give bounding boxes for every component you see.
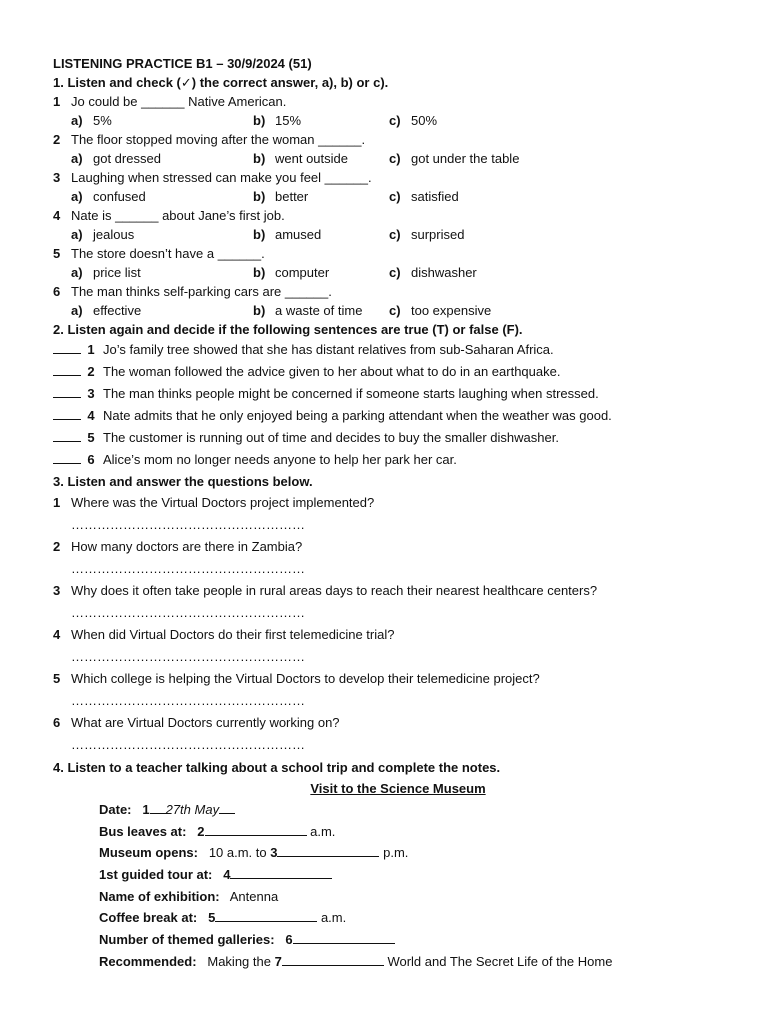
question-number: 1: [53, 94, 61, 109]
blank-line: [150, 801, 166, 814]
note-exhibition: [99, 886, 743, 908]
option-a[interactable]: [71, 263, 141, 282]
tf-answer-blank[interactable]: [53, 407, 81, 420]
note-recommended: [99, 951, 743, 973]
question-text: Nate is ______ about Jane’s first job.: [71, 208, 285, 223]
answer-blank-7[interactable]: [282, 953, 384, 966]
option-letter: a): [71, 189, 83, 204]
option-text: 5%: [93, 113, 112, 128]
note-date: [99, 799, 743, 821]
option-c[interactable]: [389, 111, 437, 130]
answer-dotted-line[interactable]: ………………………………………………: [71, 649, 305, 664]
tf-answer-blank[interactable]: [53, 451, 81, 464]
question-number: 5: [53, 246, 61, 261]
question-number: 2: [53, 132, 61, 147]
tf-statement: [53, 449, 743, 471]
answer-dotted-line[interactable]: ………………………………………………: [71, 561, 305, 576]
question-number: 3: [53, 170, 61, 185]
option-text: amused: [275, 227, 322, 242]
question-number: 3: [53, 583, 61, 598]
option-a[interactable]: [71, 301, 141, 320]
statement-text: Alice’s mom no longer needs anyone to help her park her car.: [103, 452, 457, 467]
mc-options: [53, 301, 743, 320]
option-text: got under the table: [411, 151, 520, 166]
option-text: price list: [93, 265, 141, 280]
option-text: jealous: [93, 227, 135, 242]
option-letter: a): [71, 303, 83, 318]
note-tour-label: 1st guided tour at:: [99, 867, 213, 883]
option-a[interactable]: [71, 149, 161, 168]
part1-list: [53, 92, 743, 320]
note-museum-label: Museum opens:: [99, 845, 198, 861]
note-recommended-before: Making the: [207, 953, 271, 969]
question-text: The store doesn’t have a ______.: [71, 246, 265, 261]
part3-instruction: 3. Listen and answer the questions below.: [53, 474, 313, 489]
question-number: 4: [53, 208, 61, 223]
note-bus: [99, 821, 743, 843]
note-recommended-num: 7: [274, 953, 282, 969]
note-date-num: 1: [142, 802, 150, 817]
question-text: Which college is helping the Virtual Doctors to develop their telemedicine project?: [71, 671, 540, 686]
answer-dotted-line[interactable]: ………………………………………………: [71, 517, 305, 532]
open-question: [53, 580, 743, 602]
part2-instruction: 2. Listen again and decide if the following sentences are true (T) or false (F).: [53, 322, 523, 337]
note-bus-label: Bus leaves at:: [99, 823, 187, 839]
option-text: 50%: [411, 113, 438, 128]
option-letter: c): [389, 303, 401, 318]
mc-question: [53, 130, 743, 149]
option-b[interactable]: [253, 301, 362, 320]
statement-number: 3: [87, 386, 95, 401]
mc-question: [53, 92, 743, 111]
question-text: Where was the Virtual Doctors project implemented?: [71, 495, 375, 510]
option-letter: a): [71, 265, 83, 280]
question-text: Why does it often take people in rural areas days to reach their nearest healthcare centers?: [71, 583, 598, 598]
question-number: 6: [53, 715, 61, 730]
part2-list: [53, 339, 743, 471]
option-letter: b): [253, 189, 266, 204]
page-title: LISTENING PRACTICE B1 – 30/9/2024 (51): [53, 56, 312, 71]
mc-options: [53, 149, 743, 168]
option-b[interactable]: [253, 111, 301, 130]
note-recommended-after: World and The Secret Life of the Home: [387, 953, 613, 969]
option-text: went outside: [275, 151, 348, 166]
note-bus-unit: a.m.: [310, 823, 336, 839]
statement-text: Jo’s family tree showed that she has distant relatives from sub-Saharan Africa.: [103, 342, 554, 357]
option-letter: c): [389, 265, 401, 280]
option-c[interactable]: [389, 187, 459, 206]
option-letter: b): [253, 303, 266, 318]
note-coffee-unit: a.m.: [320, 910, 347, 926]
option-letter: c): [389, 113, 401, 128]
option-letter: a): [71, 151, 83, 166]
mc-question: [53, 244, 743, 263]
note-recommended-label: Recommended:: [99, 953, 197, 969]
option-c[interactable]: [389, 149, 519, 168]
option-b[interactable]: [253, 263, 329, 282]
option-text: dishwasher: [411, 265, 477, 280]
option-text: satisfied: [411, 189, 459, 204]
tf-answer-blank[interactable]: [53, 341, 81, 354]
question-text: Jo could be ______ Native American.: [71, 94, 287, 109]
option-letter: c): [389, 189, 401, 204]
option-text: too expensive: [411, 303, 492, 318]
tf-statement: [53, 339, 743, 361]
part4-instruction: 4. Listen to a teacher talking about a school trip and complete the notes.: [53, 760, 501, 775]
statement-text: Nate admits that he only enjoyed being a parking attendant when the weather was good.: [103, 408, 612, 423]
option-a[interactable]: [71, 225, 134, 244]
note-date-label: Date:: [99, 802, 132, 817]
option-a[interactable]: [71, 187, 146, 206]
question-text: The floor stopped moving after the woman ______.: [71, 132, 366, 147]
note-coffee-num: 5: [208, 910, 216, 926]
note-exhibition-label: Name of exhibition:: [99, 888, 220, 904]
tf-answer-blank[interactable]: [53, 363, 81, 376]
question-number: 6: [53, 284, 61, 299]
question-text: The man thinks self-parking cars are ______.: [71, 284, 332, 299]
mc-question: [53, 168, 743, 187]
note-museum-num: 3: [270, 845, 278, 861]
option-text: better: [275, 189, 309, 204]
tf-statement: [53, 405, 743, 427]
mc-options: [53, 111, 743, 130]
answer-blank-3[interactable]: [277, 844, 379, 857]
option-c[interactable]: [389, 263, 477, 282]
option-text: effective: [93, 303, 142, 318]
option-text: a waste of time: [275, 303, 363, 318]
option-c[interactable]: [389, 225, 464, 244]
option-b[interactable]: [253, 149, 348, 168]
question-text: What are Virtual Doctors currently working on?: [71, 715, 340, 730]
mc-question: [53, 206, 743, 225]
statement-number: 4: [87, 408, 95, 423]
note-exhibition-value: Antenna: [229, 888, 279, 904]
blank-line: [219, 801, 235, 814]
statement-number: 5: [87, 430, 95, 445]
note-coffee: [99, 907, 743, 929]
worksheet: [53, 54, 743, 973]
note-galleries-label: Number of themed galleries:: [99, 932, 275, 948]
option-letter: b): [253, 227, 266, 242]
answer-blank-5[interactable]: [215, 909, 317, 922]
note-galleries: [99, 929, 743, 951]
option-text: got dressed: [93, 151, 161, 166]
notes-block: [53, 799, 743, 973]
option-letter: b): [253, 265, 266, 280]
option-letter: a): [71, 227, 83, 242]
mc-question: [53, 282, 743, 301]
question-text: Laughing when stressed can make you feel ______.: [71, 170, 372, 185]
option-text: 15%: [275, 113, 302, 128]
question-number: 2: [53, 539, 61, 554]
statement-number: 2: [87, 364, 95, 379]
statement-number: 6: [87, 452, 95, 467]
statement-text: The woman followed the advice given to her about what to do in an earthquake.: [103, 364, 561, 379]
option-a[interactable]: [71, 111, 112, 130]
option-letter: c): [389, 227, 401, 242]
open-question: [53, 536, 743, 558]
note-museum: [99, 842, 743, 864]
mc-options: [53, 263, 743, 282]
tf-statement: [53, 427, 743, 449]
note-bus-num: 2: [197, 823, 205, 839]
option-letter: b): [253, 151, 266, 166]
question-number: 1: [53, 495, 61, 510]
option-c[interactable]: [389, 301, 491, 320]
option-letter: a): [71, 113, 83, 128]
note-tour-num: 4: [223, 867, 231, 883]
mc-options: [53, 225, 743, 244]
option-text: confused: [93, 189, 146, 204]
option-letter: c): [389, 151, 401, 166]
statement-text: The customer is running out of time and decides to buy the smaller dishwasher.: [103, 430, 559, 445]
question-text: When did Virtual Doctors do their first telemedicine trial?: [71, 627, 395, 642]
option-text: surprised: [411, 227, 465, 242]
note-museum-unit: p.m.: [383, 845, 409, 861]
statement-number: 1: [87, 342, 95, 357]
tf-statement: [53, 383, 743, 405]
answer-blank-6[interactable]: [293, 931, 395, 944]
statement-text: The man thinks people might be concerned if someone starts laughing when stressed.: [103, 386, 599, 401]
open-question: [53, 492, 743, 514]
question-number: 4: [53, 627, 61, 642]
option-b[interactable]: [253, 225, 321, 244]
open-question: [53, 712, 743, 734]
question-number: 5: [53, 671, 61, 686]
answer-dotted-line[interactable]: ………………………………………………: [71, 693, 305, 708]
notes-title-text: Visit to the Science Museum: [310, 781, 486, 796]
question-text: How many doctors are there in Zambia?: [71, 539, 303, 554]
open-question: [53, 668, 743, 690]
note-coffee-label: Coffee break at:: [99, 910, 198, 926]
tf-answer-blank[interactable]: [53, 385, 81, 398]
answer-blank-2[interactable]: [205, 823, 307, 836]
answer-dotted-line[interactable]: ………………………………………………: [71, 605, 305, 620]
open-question: [53, 624, 743, 646]
tf-answer-blank[interactable]: [53, 429, 81, 442]
note-date-value: 27th May: [165, 802, 220, 817]
option-text: computer: [275, 265, 330, 280]
option-b[interactable]: [253, 187, 308, 206]
note-museum-before: 10 a.m. to: [208, 845, 267, 861]
option-letter: b): [253, 113, 266, 128]
answer-blank-4[interactable]: [230, 866, 332, 879]
mc-options: [53, 187, 743, 206]
notes-title: [53, 778, 743, 799]
note-tour: [99, 864, 743, 886]
note-galleries-num: 6: [285, 932, 293, 948]
answer-dotted-line[interactable]: ………………………………………………: [71, 737, 305, 752]
tf-statement: [53, 361, 743, 383]
part1-instruction: 1. Listen and check (✓) the correct answer, a), b) or c).: [53, 75, 389, 90]
part3-list: [53, 492, 743, 756]
